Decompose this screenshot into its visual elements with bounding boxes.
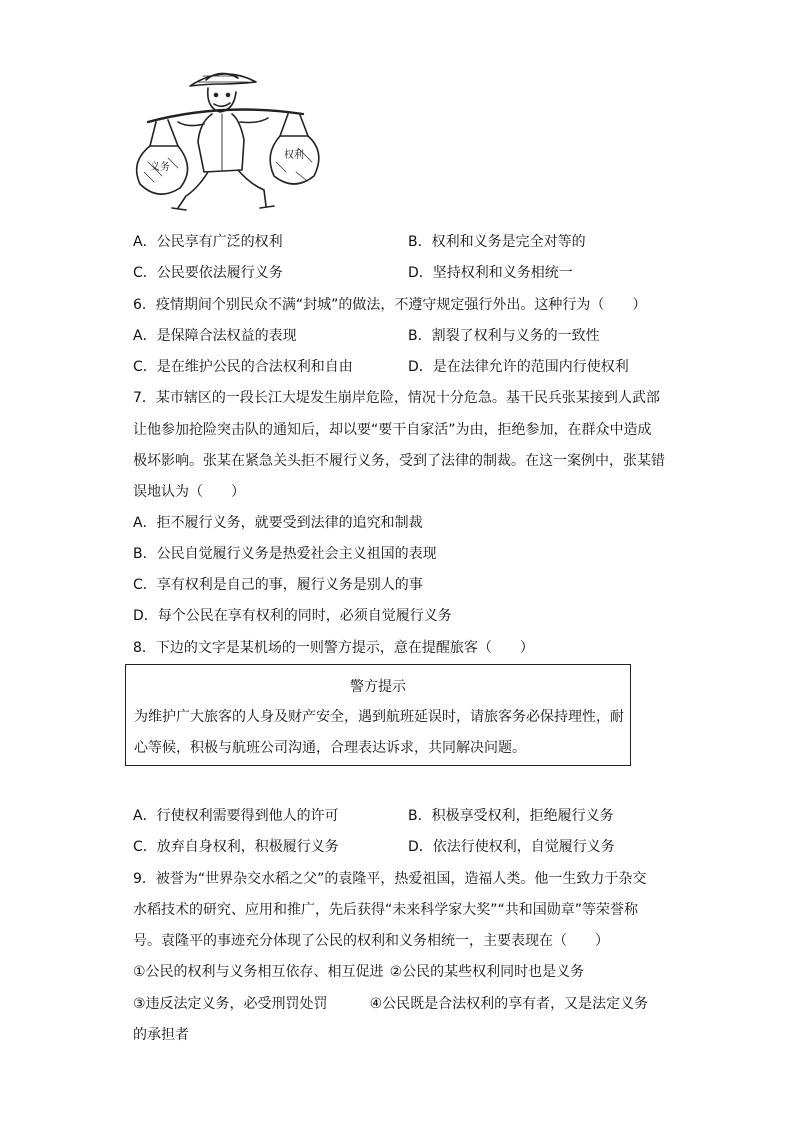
q5-option-c: C．公民要依法履行义务 (133, 265, 283, 281)
q5-option-d: D．坚持权利和义务相统一 (408, 265, 573, 281)
q8-stem: 8．下边的文字是某机场的一则警方提示，意在提醒旅客（ ） (133, 640, 534, 656)
q7-stem-line1: 7．某市辖区的一段长江大堤发生崩岸危险，情况十分危急。基干民兵张某接到人武部 (133, 390, 660, 406)
q9-items-line1 (133, 962, 584, 982)
right-bag-label: 权利 (284, 150, 304, 161)
cartoon-illustration (128, 62, 328, 222)
q6-option-d: D．是在法律允许的范围内行使权利 (408, 359, 629, 375)
notice-line1: 为维护广大旅客的人身及财产安全，遇到航班延误时，请旅客务必保持理性，耐 (134, 709, 624, 725)
q9-stem-line1: 9．被誉为“世界杂交水稻之父”的袁隆平，热爱祖国，造福人类。他一生致力于杂交 (133, 871, 647, 887)
q6-option-a: A．是保障合法权益的表现 (133, 328, 297, 344)
q7-option-d: D．每个公民在享有权利的同时，必须自觉履行义务 (133, 608, 452, 624)
notice-title: 警方提示 (350, 679, 406, 695)
q7-option-c: C．享有权利是自己的事，履行义务是别人的事 (133, 577, 423, 593)
q7-option-b: B．公民自觉履行义务是热爱社会主义祖国的表现 (133, 546, 437, 562)
q9-item-1: ①公民的权利与义务相互依存、相互促进 (133, 964, 384, 980)
q8-option-a: A．行使权利需要得到他人的许可 (133, 808, 339, 824)
q9-stem-line2: 水稻技术的研究、应用和推广，先后获得“未来科学家大奖”“共和国勋章”等荣誉称 (133, 902, 639, 918)
q6-option-b: B．割裂了权利与义务的一致性 (408, 328, 600, 344)
q9-items-line2 (133, 994, 648, 1014)
q7-stem-line3: 极坏影响。张某在紧急关头拒不履行义务，受到了法律的制裁。在这一案例中，张某错 (133, 453, 665, 469)
q5-option-b: B．权利和义务是完全对等的 (408, 234, 586, 250)
q9-item-4: ④公民既是合法权利的享有者，又是法定义务 (369, 996, 649, 1012)
q9-item-3: ③违反法定义务，必受刑罚处罚 (133, 996, 328, 1012)
q9-stem-line3: 号。袁隆平的事迹充分体现了公民的权利和义务相统一，主要表现在（ ） (133, 933, 609, 949)
left-bag-label: 义务 (150, 162, 170, 173)
q7-option-a: A．拒不履行义务，就要受到法律的追究和制裁 (133, 515, 423, 531)
q7-stem-line2: 让他参加抢险突击队的通知后，却以要“要干自家活”为由，拒绝参加，在群众中造成 (133, 422, 652, 438)
q9-item-4-continued: 的承担者 (133, 1027, 189, 1043)
q8-option-b: B．积极享受权利，拒绝履行义务 (408, 808, 614, 824)
q6-option-c: C．是在维护公民的合法权利和自由 (133, 359, 353, 375)
q5-option-a: A．公民享有广泛的权利 (133, 234, 283, 250)
q8-option-d: D．依法行使权利，自觉履行义务 (408, 839, 615, 855)
q7-stem-line4: 误地认为（ ） (133, 484, 245, 500)
police-notice-box (125, 664, 631, 766)
q6-stem: 6．疫情期间个别民众不满“封城”的做法，不遵守规定强行外出。这种行为（ ） (133, 297, 647, 313)
notice-line2: 心等候，积极与航班公司沟通，合理表达诉求，共同解决问题。 (134, 740, 526, 756)
q9-item-2: ②公民的某些权利同时也是义务 (389, 964, 585, 980)
q8-option-c: C．放弃自身权利，积极履行义务 (133, 839, 339, 855)
